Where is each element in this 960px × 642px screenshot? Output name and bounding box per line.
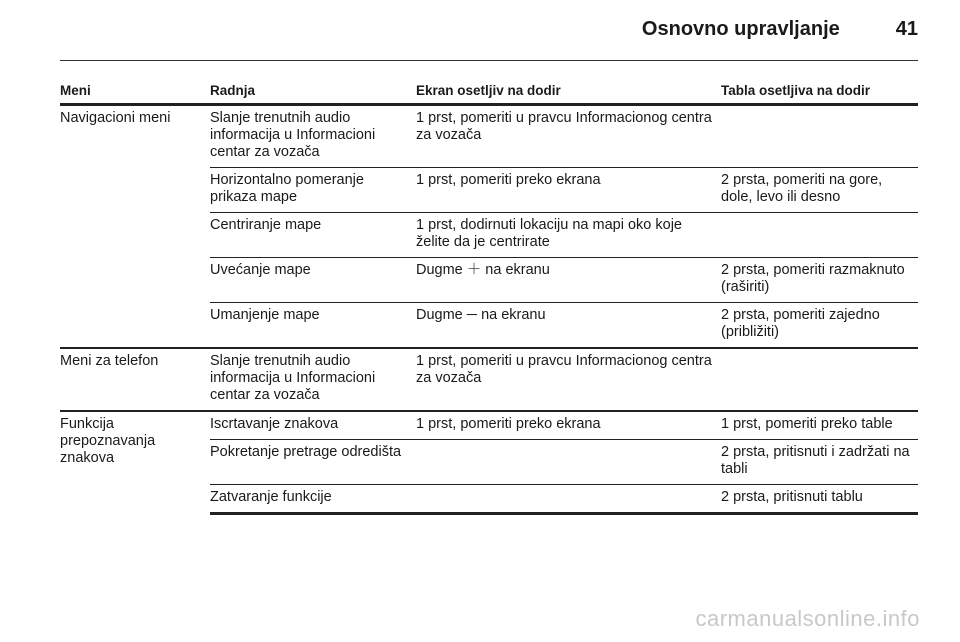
action-cell: Slanje trenutnih audio informacija u Informacioni centar za vozača — [210, 348, 416, 411]
header-rule — [60, 60, 918, 61]
col-header-meni: Meni — [60, 80, 210, 105]
table-row — [60, 105, 918, 168]
action-cell: Horizontalno pomeranje prikaza mape — [210, 168, 416, 213]
table-row — [60, 411, 918, 440]
screen-cell: Dugme ＋ na ekranu — [416, 258, 721, 303]
screen-cell: 1 prst, pomeriti preko ekrana — [416, 168, 721, 213]
pad-cell: 2 prsta, pomeriti na gore, dole, levo ili desno — [721, 168, 918, 213]
action-cell: Slanje trenutnih audio informacija u Informacioni centar za vozača — [210, 110, 376, 160]
action-cell: Centriranje mape — [210, 213, 416, 258]
pad-cell — [721, 348, 918, 411]
page-header — [60, 18, 918, 41]
menu-cell: Navigacioni meni — [60, 110, 171, 126]
menu-cell: Funkcija prepoznavanja znakova — [60, 411, 210, 514]
menu-cell: Meni za telefon — [60, 348, 210, 411]
watermark: carmanualsonline.info — [695, 606, 920, 631]
pad-cell: 1 prst, pomeriti preko table — [721, 411, 918, 440]
table-row — [60, 348, 918, 411]
col-header-tabla: Tabla osetljiva na dodir — [721, 80, 918, 105]
col-header-radnja: Radnja — [210, 80, 416, 105]
action-cell: Uvećanje mape — [210, 258, 416, 303]
screen-cell: Dugme ─ na ekranu — [416, 303, 721, 349]
page-number: 41 — [895, 18, 918, 40]
screen-cell: 1 prst, pomeriti preko ekrana — [416, 411, 721, 440]
pad-cell: 2 prsta, pomeriti razmaknuto (raširiti) — [721, 258, 918, 303]
action-cell: Zatvaranje funkcije — [210, 485, 416, 514]
screen-cell: 1 prst, dodirnuti lokaciju na mapi oko koje želite da je centrirate — [416, 213, 721, 258]
table-header-row — [60, 80, 918, 105]
action-cell: Pokretanje pretrage odredišta — [210, 440, 416, 485]
section-title: Osnovno upravljanje — [641, 18, 840, 40]
screen-cell: 1 prst, pomeriti u pravcu Informacionog centra za vozača — [416, 348, 721, 411]
pad-cell: 2 prsta, pomeriti zajedno (približiti) — [721, 303, 918, 349]
pad-cell — [721, 105, 918, 168]
controls-table — [60, 80, 918, 515]
screen-cell: 1 prst, pomeriti u pravcu Informacionog centra za vozača — [416, 110, 712, 143]
col-header-ekran: Ekran osetljiv na dodir — [416, 80, 721, 105]
screen-cell — [416, 485, 721, 514]
action-cell: Iscrtavanje znakova — [210, 411, 416, 440]
pad-cell: 2 prsta, pritisnuti tablu — [721, 485, 918, 514]
action-cell: Umanjenje mape — [210, 303, 416, 349]
pad-cell — [721, 213, 918, 258]
screen-cell — [416, 440, 721, 485]
pad-cell: 2 prsta, pritisnuti i zadržati na tabli — [721, 440, 918, 485]
